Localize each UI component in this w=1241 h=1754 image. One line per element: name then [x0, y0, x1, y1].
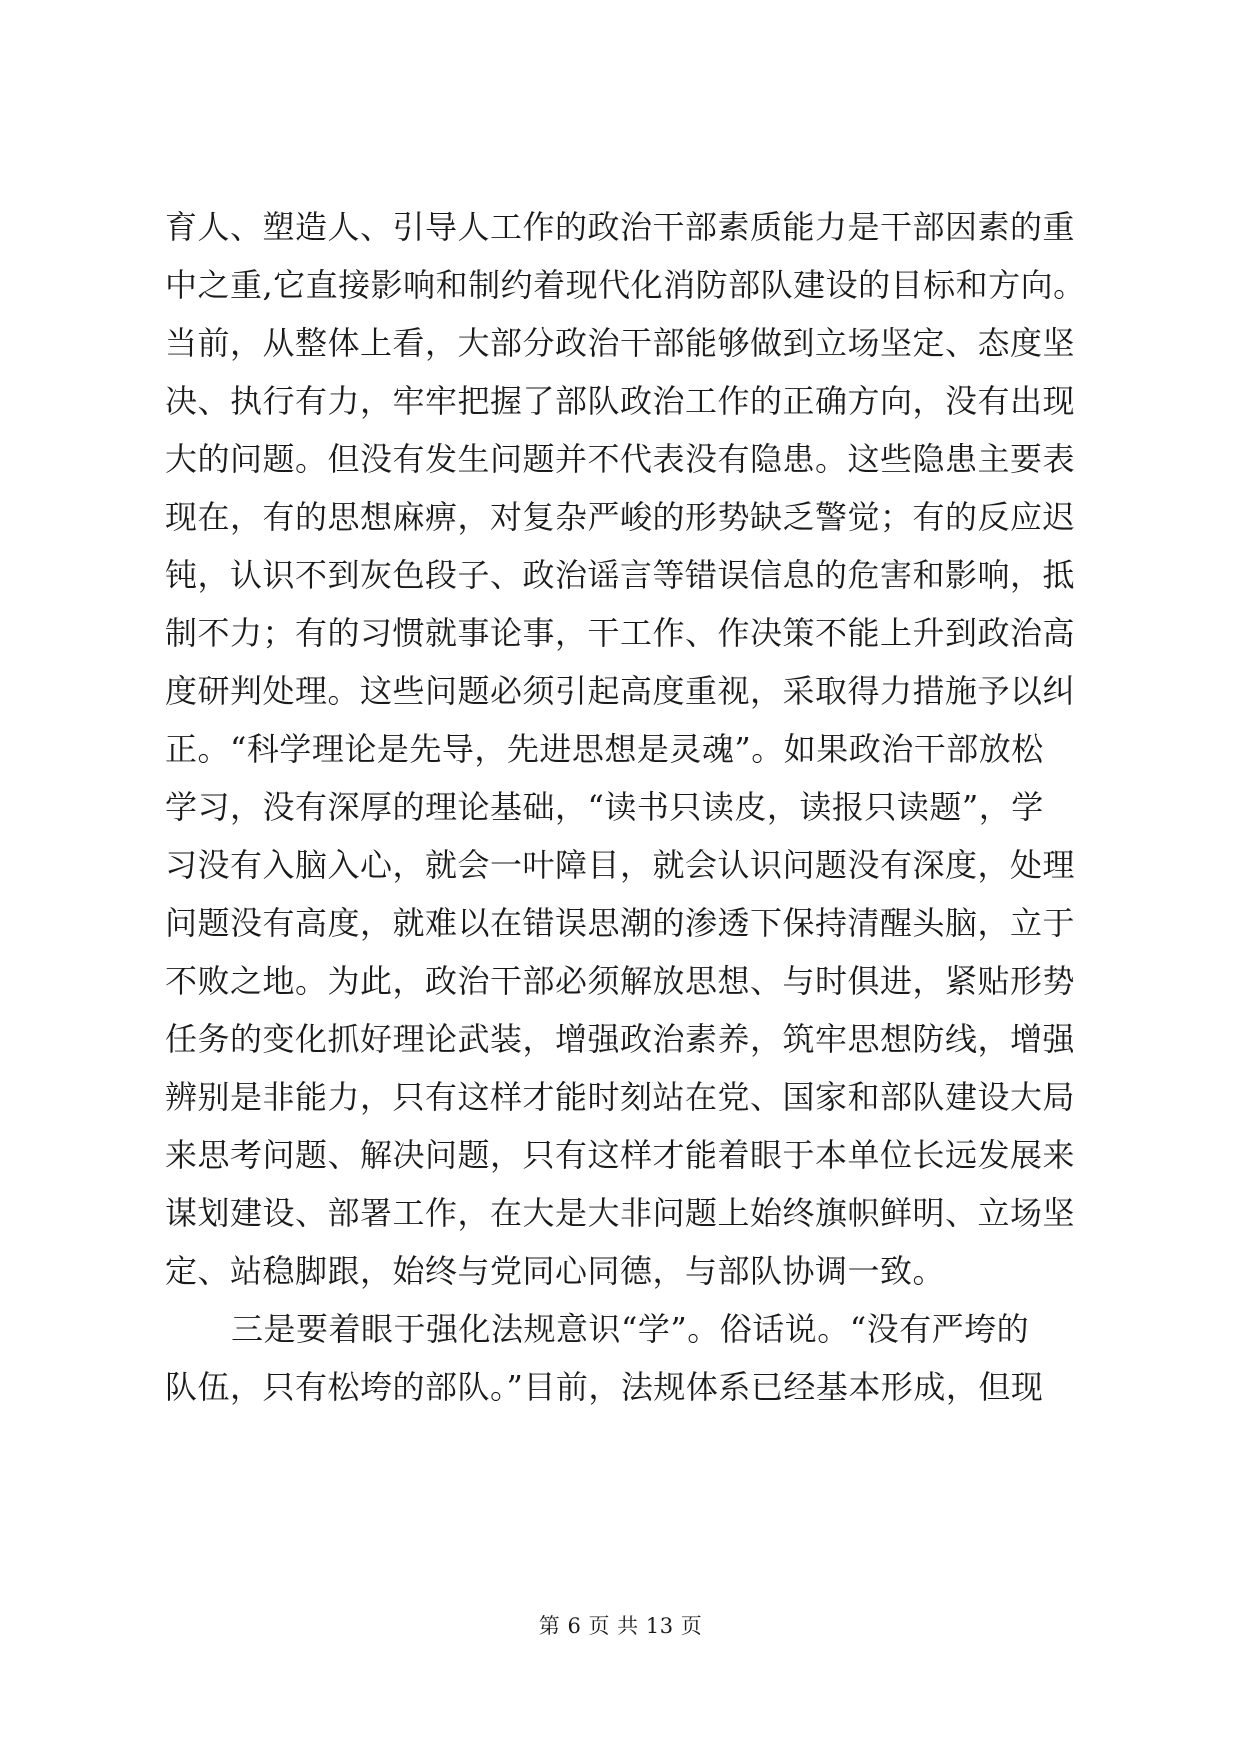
text-line: 中之重,它直接影响和制约着现代化消防部队建设的目标和方向。 [165, 266, 1086, 304]
text-line: 任务的变化抓好理论武装，增强政治素养，筑牢思想防线，增强 [165, 1020, 1076, 1058]
text-line: 学习，没有深厚的理论基础，“读书只读皮，读报只读题”，学 [165, 788, 1044, 826]
text-line: 制不力；有的习惯就事论事，干工作、作决策不能上升到政治高 [165, 614, 1076, 652]
paragraph-start-line: 三是要着眼于强化法规意识“学”。俗话说。“没有严垮的 [231, 1310, 1030, 1348]
text-line: 谋划建设、部署工作，在大是大非问题上始终旗帜鲜明、立场坚 [165, 1194, 1076, 1232]
text-line: 现在，有的思想麻痹，对复杂严峻的形势缺乏警觉；有的反应迟 [165, 498, 1076, 536]
text-line: 来思考问题、解决问题，只有这样才能着眼于本单位长远发展来 [165, 1136, 1076, 1174]
text-line: 不败之地。为此，政治干部必须解放思想、与时俱进，紧贴形势 [165, 962, 1076, 1000]
text-line: 度研判处理。这些问题必须引起高度重视，采取得力措施予以纠 [165, 672, 1076, 710]
page-number-footer: 第 6 页 共 13 页 [538, 1614, 703, 1638]
text-line: 当前，从整体上看，大部分政治干部能够做到立场坚定、态度坚 [165, 324, 1076, 362]
text-line: 决、执行有力，牢牢把握了部队政治工作的正确方向，没有出现 [165, 382, 1076, 420]
text-line: 钝，认识不到灰色段子、政治谣言等错误信息的危害和影响，抵 [165, 556, 1076, 594]
text-line: 问题没有高度，就难以在错误思潮的渗透下保持清醒头脑，立于 [165, 904, 1076, 942]
text-line: 辨别是非能力，只有这样才能时刻站在党、国家和部队建设大局 [165, 1078, 1076, 1116]
text-line: 定、站稳脚跟，始终与党同心同德，与部队协调一致。 [165, 1252, 946, 1290]
text-line: 习没有入脑入心，就会一叶障目，就会认识问题没有深度，处理 [165, 846, 1076, 884]
text-line: 正。“科学理论是先导，先进思想是灵魂”。如果政治干部放松 [165, 730, 1044, 768]
text-line: 大的问题。但没有发生问题并不代表没有隐患。这些隐患主要表 [165, 440, 1076, 478]
text-line: 队伍，只有松垮的部队。”目前，法规体系已经基本形成，但现 [165, 1368, 1044, 1406]
text-line: 育人、塑造人、引导人工作的政治干部素质能力是干部因素的重 [165, 208, 1076, 246]
